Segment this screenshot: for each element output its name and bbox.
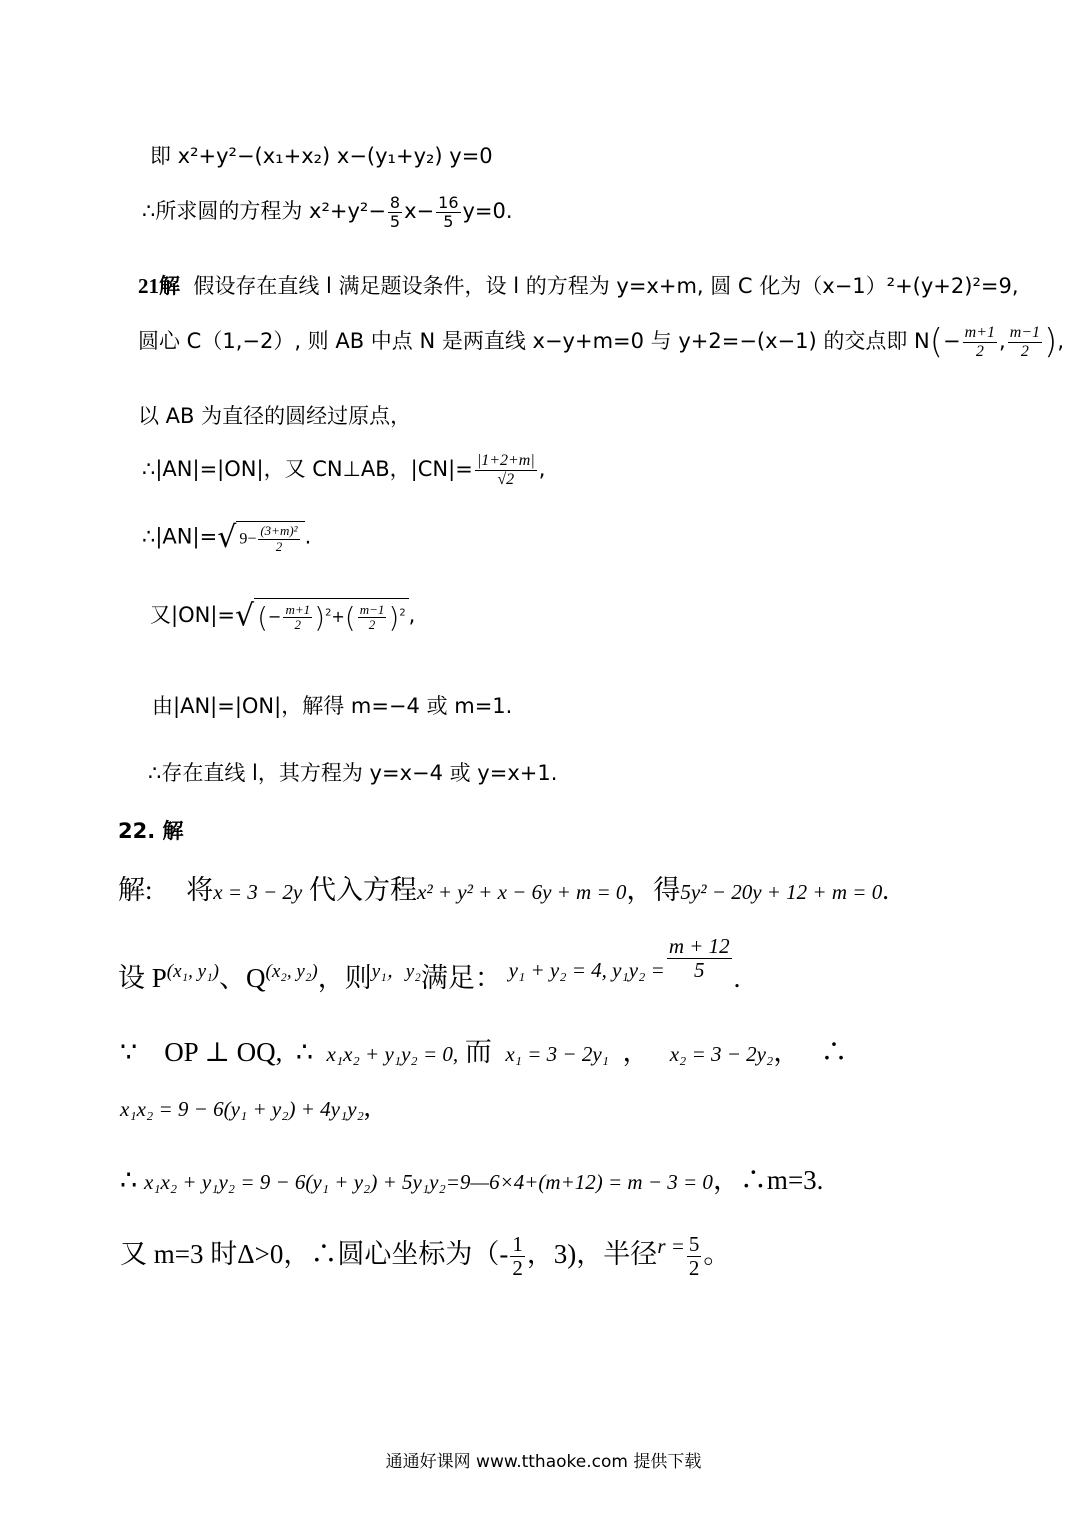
x1x2-line: x₁x₂ = 9 − 6(y₁ + y₂) + 4y₁y₂, <box>120 1092 371 1122</box>
on-distance-line: 又|ON|=√ (− $\frac{m+1}{2}$ )$^2$+( $\frac{m-1}{2}$ )$^2$ , <box>150 598 416 634</box>
square-root: √ 9− $\frac{\text{(3+m)²}}{2}$ <box>217 520 304 555</box>
fraction-16-5: $\frac{16}{5}$ <box>438 193 459 231</box>
page-footer: 通通好课网 www.tthaoke.com 提供下载 <box>385 1452 702 1472</box>
perpendicular-line: ∵ OP ⊥ OQ, ∴ x₁x₂ + y₁y₂ = 0, 而 x₁ = 3 − 2y₁ ， x₂ = 3 − 2y₂， ∴ <box>120 1037 848 1067</box>
equation-line-1 <box>150 140 493 170</box>
diameter-line: 以 AB 为直径的圆经过原点， <box>138 404 412 428</box>
fraction-m-minus-1: $\frac{m-1}{2}$ <box>1009 323 1041 360</box>
problem-22-heading: 22. 解 <box>118 819 184 843</box>
cn-distance-line: ∴|AN|=|ON|，又 CN⊥AB，|CN|= $\frac{|1+2+m|}{√2}$ , <box>142 452 546 488</box>
conclusion-21-line: ∴存在直线 l，其方程为 y=x−4 或 y=x+1. <box>148 761 558 785</box>
fraction-m-plus-12: $\frac{m + 12}{5}$ <box>668 934 730 983</box>
fraction-cn: $\frac{|1+2+m|}{√2}$ <box>476 452 535 488</box>
circle-equation-line: ∴所求圆的方程为 x²+y²− $\frac{8}{5}$ x− $\frac{16}{5}$ y=0. <box>142 193 513 231</box>
problem-21-heading-line: 21解 假设存在直线 l 满足题设条件，设 l 的方程为 y=x+m, 圆 C 化为（x−1）²+(y+2)²=9, <box>138 274 1019 298</box>
center-radius-line: 又 m=3 时Δ>0，∴圆心坐标为（- $\frac{1}{2}$ ，3)，半径$^{r =}$ $\frac{5}{2}$ 。 <box>120 1232 731 1281</box>
vieta-line: 设 $P^{(x_1, y_1)}$、$Q^{(x_2, y_2)}$，则$^{y_1,y_2}$满足： $^{y_1 + y_2 = 4, y_1y_2 =}$ $\frac{m + 12}{5}$ . <box>118 934 741 994</box>
midpoint-line: 圆心 C（1,−2）, 则 AB 中点 N 是两直线 x−y+m=0 与 y+2=−(x−1) 的交点即 N(− $\frac{m+1}{2}$ , $\frac{m-1}{2}$ ), <box>138 322 1064 362</box>
an-distance-line: ∴|AN|=√ 9− $\frac{\text{(3+m)²}}{2}$ . <box>142 520 312 555</box>
fraction-m-plus-1: $\frac{m+1}{2}$ <box>964 323 995 360</box>
problem-number: 21解 <box>138 274 180 298</box>
fraction-1-2: $\frac{1}{2}$ <box>512 1232 523 1281</box>
line-text: 即 x²+y²−(x₁+x₂) x−(y₁+y₂) y=0 <box>150 144 493 168</box>
solve-m3-line: ∴ x₁x₂ + y₁y₂ = 9 − 6(y₁ + y₂) + 5y₁y₂=9—6×4+(m+12) = m − 3 = 0，∴m=3. <box>120 1165 824 1195</box>
substitution-line: 解: 将x = 3 − 2y 代入方程x² + y² + x − 6y + m = 0，得5y² − 20y + 12 + m = 0. <box>118 875 889 905</box>
fraction-8-5: $\frac{8}{5}$ <box>389 193 401 231</box>
fraction-5-2: $\frac{5}{2}$ <box>688 1232 700 1281</box>
solve-m-line: 由|AN|=|ON|，解得 m=−4 或 m=1. <box>152 694 513 718</box>
square-root: √ (− $\frac{m+1}{2}$ )$^2$+( $\frac{m-1}{2}$ )$^2$ <box>235 598 409 634</box>
